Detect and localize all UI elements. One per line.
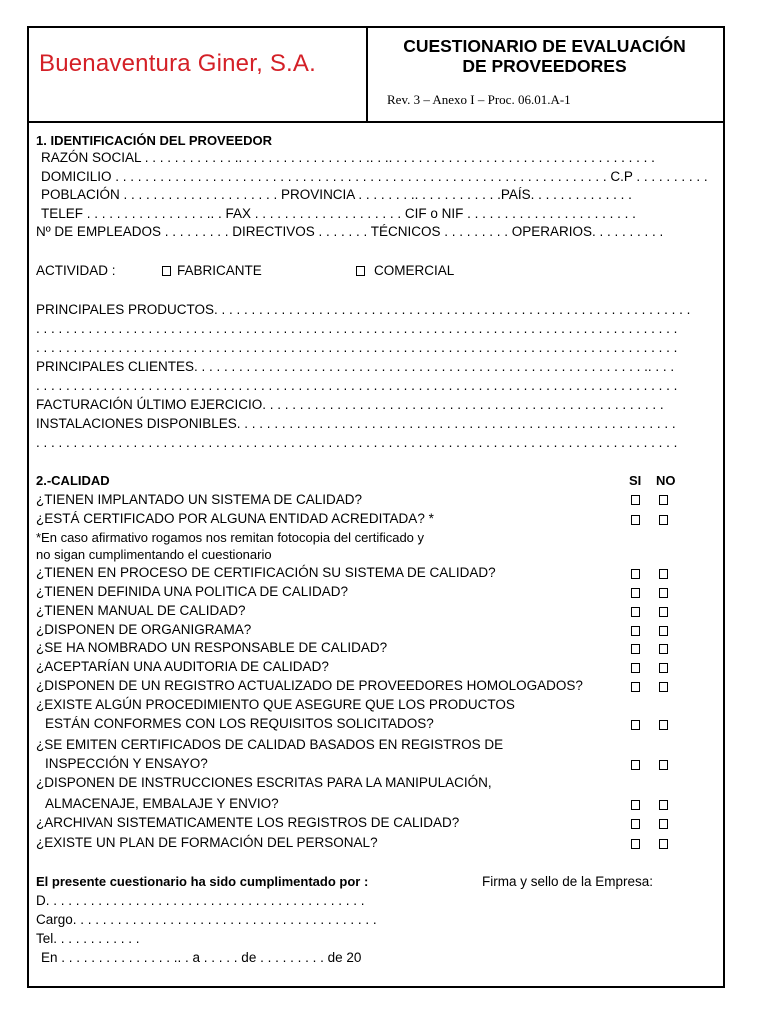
- question-responsable: ¿SE HA NOMBRADO UN RESPONSABLE DE CALIDAD?: [36, 640, 388, 655]
- completed-by-label: El presente cuestionario ha sido cumplimentado por :: [36, 874, 369, 889]
- q2-no-checkbox[interactable]: [659, 515, 668, 525]
- field-domicilio[interactable]: DOMICILIO . . . . . . . . . . . . . . . . . . . . . . . . . . . . . . . . . . . . . . . . . . . . . . . . . . . . . . . . . . . . . . . . . . C.P . . . . . . . . . .: [41, 169, 708, 184]
- q3-si-checkbox[interactable]: [631, 569, 640, 579]
- question-certificado: ¿ESTÁ CERTIFICADO POR ALGUNA ENTIDAD ACREDITADA? *: [36, 511, 434, 526]
- field-d[interactable]: D. . . . . . . . . . . . . . . . . . . . . . . . . . . . . . . . . . . . . . . . . . .: [36, 893, 365, 908]
- activity-label: ACTIVIDAD :: [36, 263, 116, 278]
- question-sistema-calidad: ¿TIENEN IMPLANTADO UN SISTEMA DE CALIDAD?: [36, 492, 363, 507]
- question-archivan: ¿ARCHIVAN SISTEMATICAMENTE LOS REGISTROS DE CALIDAD?: [36, 815, 460, 830]
- signature-label: Firma y sello de la Empresa:: [482, 874, 654, 889]
- dotted-line[interactable]: . . . . . . . . . . . . . . . . . . . . . . . . . . . . . . . . . . . . . . . . . . . . . . . . . . . . . . . . . . . . . . . . . . . . . . . . . . . . . . . . . . . . . .: [36, 435, 678, 450]
- field-principales-clientes[interactable]: PRINCIPALES CLIENTES. . . . . . . . . . . . . . . . . . . . . . . . . . . . . . . . . . . . . . . . . . . . . . . . . . . . . . . . . . . . .. . . .: [36, 359, 675, 374]
- q2-si-checkbox[interactable]: [631, 515, 640, 525]
- option-comercial[interactable]: [356, 263, 454, 279]
- q5-si-checkbox[interactable]: [631, 607, 640, 617]
- q6-no-checkbox[interactable]: [659, 626, 668, 636]
- q6-si-checkbox[interactable]: [631, 626, 640, 636]
- note-line1: *En caso afirmativo rogamos nos remitan fotocopia del certificado y: [36, 530, 425, 545]
- q1-si-checkbox[interactable]: [631, 495, 640, 505]
- section2-heading: 2.-CALIDAD: [36, 473, 110, 488]
- dotted-line[interactable]: . . . . . . . . . . . . . . . . . . . . . . . . . . . . . . . . . . . . . . . . . . . . . . . . . . . . . . . . . . . . . . . . . . . . . . . . . . . . . . . . . . . . . .: [36, 321, 678, 336]
- question-instrucciones-line1: ¿DISPONEN DE INSTRUCCIONES ESCRITAS PARA LA MANIPULACIÓN,: [36, 775, 492, 790]
- option-comercial-label: COMERCIAL: [374, 263, 455, 278]
- q1-no-checkbox[interactable]: [659, 495, 668, 505]
- question-politica-calidad: ¿TIENEN DEFINIDA UNA POLITICA DE CALIDAD?: [36, 584, 349, 599]
- form-title-line2: DE PROVEEDORES: [462, 56, 627, 76]
- comercial-checkbox[interactable]: [356, 266, 365, 276]
- question-organigrama: ¿DISPONEN DE ORGANIGRAMA?: [36, 622, 252, 637]
- form-title-line1: CUESTIONARIO DE EVALUACIÓN: [403, 36, 686, 56]
- q8-si-checkbox[interactable]: [631, 663, 640, 673]
- q4-si-checkbox[interactable]: [631, 588, 640, 598]
- dotted-line[interactable]: . . . . . . . . . . . . . . . . . . . . . . . . . . . . . . . . . . . . . . . . . . . . . . . . . . . . . . . . . . . . . . . . . . . . . . . . . . . . . . . . . . . . . .: [36, 340, 678, 355]
- q8-no-checkbox[interactable]: [659, 663, 668, 673]
- field-razon-social[interactable]: RAZÓN SOCIAL . . . . . . . . . . . . .. . . . . . . . . . . . . . . . . .. . .. . . . . . . . . . . . . . . . . . . . . . . . . . . . . . . . . . . .: [41, 150, 655, 165]
- q13-no-checkbox[interactable]: [659, 819, 668, 829]
- question-instrucciones-line2: ALMACENAJE, EMBALAJE Y ENVIO?: [45, 796, 279, 811]
- q4-no-checkbox[interactable]: [659, 588, 668, 598]
- q9-no-checkbox[interactable]: [659, 682, 668, 692]
- question-procedimiento-line1: ¿EXISTE ALGÚN PROCEDIMIENTO QUE ASEGURE QUE LOS PRODUCTOS: [36, 697, 515, 712]
- question-plan-formacion: ¿EXISTE UN PLAN DE FORMACIÓN DEL PERSONAL?: [36, 835, 378, 850]
- header-divider: [29, 121, 723, 123]
- column-si: SI: [629, 473, 642, 488]
- q14-si-checkbox[interactable]: [631, 839, 640, 849]
- form-title: [366, 36, 723, 76]
- q3-no-checkbox[interactable]: [659, 569, 668, 579]
- q5-no-checkbox[interactable]: [659, 607, 668, 617]
- field-en-fecha[interactable]: En . . . . . . . . . . . . . . . .. . a . . . . . de . . . . . . . . . de 20: [41, 950, 362, 965]
- field-facturacion[interactable]: FACTURACIÓN ÚLTIMO EJERCICIO. . . . . . . . . . . . . . . . . . . . . . . . . . . . . . . . . . . . . . . . . . . . . . . . . . . . . .: [36, 397, 664, 412]
- column-no: NO: [656, 473, 676, 488]
- field-poblacion[interactable]: POBLACIÓN . . . . . . . . . . . . . . . . . . . . . PROVINCIA . . . . . . . .. . . . . . . . . . . .PAÍS. . . . . . . . . . . . . .: [41, 187, 632, 202]
- field-instalaciones[interactable]: INSTALACIONES DISPONIBLES. . . . . . . . . . . . . . . . . . . . . . . . . . . . . . . . . . . . . . . . . . . . . . . . . . . . . . . . . . .: [36, 416, 676, 431]
- q13-si-checkbox[interactable]: [631, 819, 640, 829]
- section1-heading: 1. IDENTIFICACIÓN DEL PROVEEDOR: [36, 133, 272, 148]
- q7-no-checkbox[interactable]: [659, 644, 668, 654]
- question-manual-calidad: ¿TIENEN MANUAL DE CALIDAD?: [36, 603, 246, 618]
- q10-no-checkbox[interactable]: [659, 720, 668, 730]
- question-certificados-line2: INSPECCIÓN Y ENSAYO?: [45, 756, 208, 771]
- question-auditoria: ¿ACEPTARÍAN UNA AUDITORIA DE CALIDAD?: [36, 659, 329, 674]
- q11-no-checkbox[interactable]: [659, 760, 668, 770]
- field-empleados[interactable]: Nº DE EMPLEADOS . . . . . . . . . DIRECTIVOS . . . . . . . TÉCNICOS . . . . . . . . . OPERARIOS. . . . . . . . . .: [36, 224, 664, 239]
- q11-si-checkbox[interactable]: [631, 760, 640, 770]
- q10-si-checkbox[interactable]: [631, 720, 640, 730]
- q12-si-checkbox[interactable]: [631, 800, 640, 810]
- question-procedimiento-line2: ESTÁN CONFORMES CON LOS REQUISITOS SOLICITADOS?: [45, 716, 434, 731]
- field-cargo[interactable]: Cargo. . . . . . . . . . . . . . . . . . . . . . . . . . . . . . . . . . . . . . . . .: [36, 912, 377, 927]
- note-line2: no sigan cumplimentando el cuestionario: [36, 547, 272, 562]
- option-fabricante[interactable]: [162, 263, 262, 279]
- question-registro-proveedores: ¿DISPONEN DE UN REGISTRO ACTUALIZADO DE PROVEEDORES HOMOLOGADOS?: [36, 678, 583, 693]
- field-tel[interactable]: Tel. . . . . . . . . . . .: [36, 931, 140, 946]
- field-telef[interactable]: TELEF . . . . . . . . . . . . . . . . .. . FAX . . . . . . . . . . . . . . . . . . . . CIF o NIF . . . . . . . . . . . . . . . . . . . . . . .: [41, 206, 636, 221]
- question-proceso-certificacion: ¿TIENEN EN PROCESO DE CERTIFICACIÓN SU SISTEMA DE CALIDAD?: [36, 565, 496, 580]
- q12-no-checkbox[interactable]: [659, 800, 668, 810]
- option-fabricante-label: FABRICANTE: [177, 263, 262, 278]
- company-logo: Buenaventura Giner, S.A.: [39, 50, 316, 77]
- field-principales-productos[interactable]: PRINCIPALES PRODUCTOS. . . . . . . . . . . . . . . . . . . . . . . . . . . . . . . . . . . . . . . . . . . . . . . . . . . . . . . . . . . . . . . .: [36, 302, 691, 317]
- dotted-line[interactable]: . . . . . . . . . . . . . . . . . . . . . . . . . . . . . . . . . . . . . . . . . . . . . . . . . . . . . . . . . . . . . . . . . . . . . . . . . . . . . . . . . . . . . .: [36, 378, 678, 393]
- q7-si-checkbox[interactable]: [631, 644, 640, 654]
- q14-no-checkbox[interactable]: [659, 839, 668, 849]
- q9-si-checkbox[interactable]: [631, 682, 640, 692]
- revision-label: Rev. 3 – Anexo I – Proc. 06.01.A-1: [387, 92, 571, 107]
- fabricante-checkbox[interactable]: [162, 266, 171, 276]
- question-certificados-line1: ¿SE EMITEN CERTIFICADOS DE CALIDAD BASADOS EN REGISTROS DE: [36, 737, 504, 752]
